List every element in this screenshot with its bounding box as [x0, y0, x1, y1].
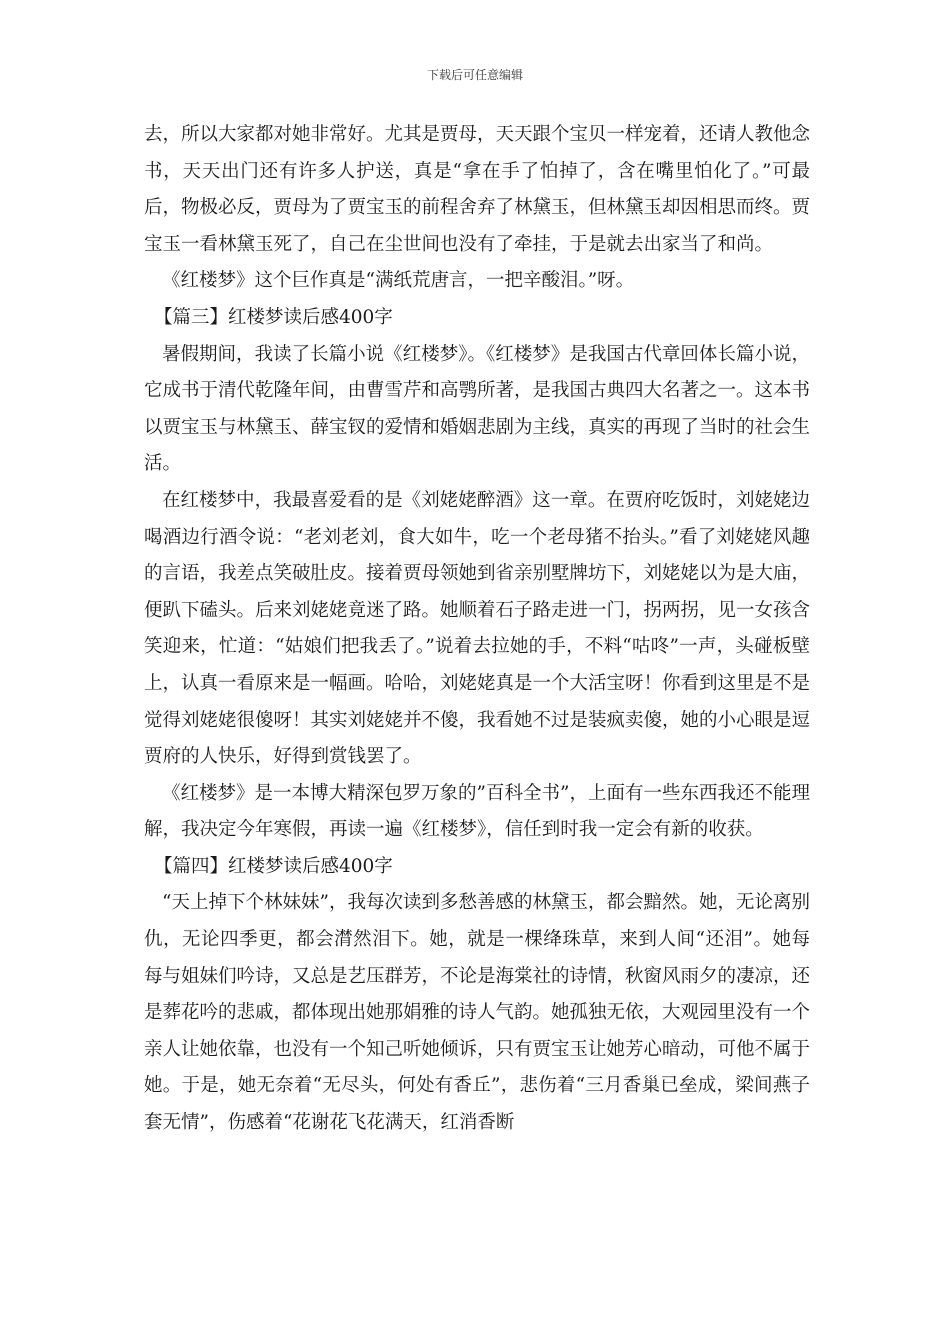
paragraph: “天上掉下个林妹妹”，我每次读到多愁善感的林黛玉，都会黯然。她，无论离别仇，无论四季更，都会潸然泪下。她，就是一棵绛珠草，来到人间“还泪”。她每每与姐妹们吟诗，又总是艺压群芳，不论是海棠社的诗情，秋窗风雨夕的凄凉，还是葬花吟的悲戚，都体现出她那娟雅的诗人气韵。她孤独无依，大观园里没有一个亲人让她依靠，也没有一个知己听她倾诉，只有贾宝玉让她芳心暗动，可他不属于她。于是，她无奈着“无尽头，何处有香丘”，悲伤着“三月香巢已垒成，梁间燕子套无情”，伤感着“花谢花飞花满天，红消香断 — [144, 892, 811, 1134]
section-heading: 【篇四】红楼梦读后感400字 — [154, 855, 393, 877]
paragraph: 去，所以大家都对她非常好。尤其是贾母，天天跟个宝贝一样宠着，还请人教他念书，天天出门还有许多人护送，真是“拿在手了怕掉了，含在嘴里怕化了。”可最后，物极必反，贾母为了贾宝玉的前程舍弃了林黛玉，但林黛玉却因相思而终。贾宝玉一看林黛玉死了，自己在尘世间也没有了牵挂，于是就去出家当了和尚。 — [144, 124, 811, 255]
page-header-note: 下载后可任意编辑 — [426, 68, 523, 82]
section-heading: 【篇三】红楼梦读后感400字 — [154, 306, 393, 328]
paragraph: 《红楼梦》是一本博大精深包罗万象的”百科全书”，上面有一些东西我还不能理解，我决定今年寒假，再读一遍《红楼梦》，信任到时我一定会有新的收获。 — [144, 782, 810, 841]
paragraph: 《红楼梦》这个巨作真是“满纸荒唐言，一把辛酸泪。”呀。 — [162, 270, 635, 292]
paragraph: 在红楼梦中，我最喜爱看的是《刘姥姥醉酒》这一章。在贾府吃饭时，刘姥姥边喝酒边行酒令说：“老刘老刘，食大如牛，吃一个老母猪不抬头。”看了刘姥姥风趣的言语，我差点笑破肚皮。接着贾母领她到省亲别墅牌坊下，刘姥姥以为是大庙，便趴下磕头。后来刘姥姥竟迷了路。她顺着石子路走进一门，拐两拐，见一女孩含笑迎来，忙道：“姑娘们把我丢了。”说着去拉她的手，不料“咕咚”一声，头碰板壁上，认真一看原来是一幅画。哈哈，刘姥姥真是一个大活宝呀！你看到这里是不是觉得刘姥姥很傻呀！其实刘姥姥并不傻，我看她不过是装疯卖傻，她的小心眼是逗贾府的人快乐，好得到赏钱罢了。 — [144, 489, 811, 768]
paragraph: 暑假期间，我读了长篇小说《红楼梦》。《红楼梦》是我国古代章回体长篇小说，它成书于清代乾隆年间，由曹雪芹和高鹗所著，是我国古典四大名著之一。这本书以贾宝玉与林黛玉、薛宝钗的爱情和婚姻悲剧为主线，真实的再现了当时的社会生活。 — [144, 343, 811, 475]
document-body — [144, 117, 810, 1142]
